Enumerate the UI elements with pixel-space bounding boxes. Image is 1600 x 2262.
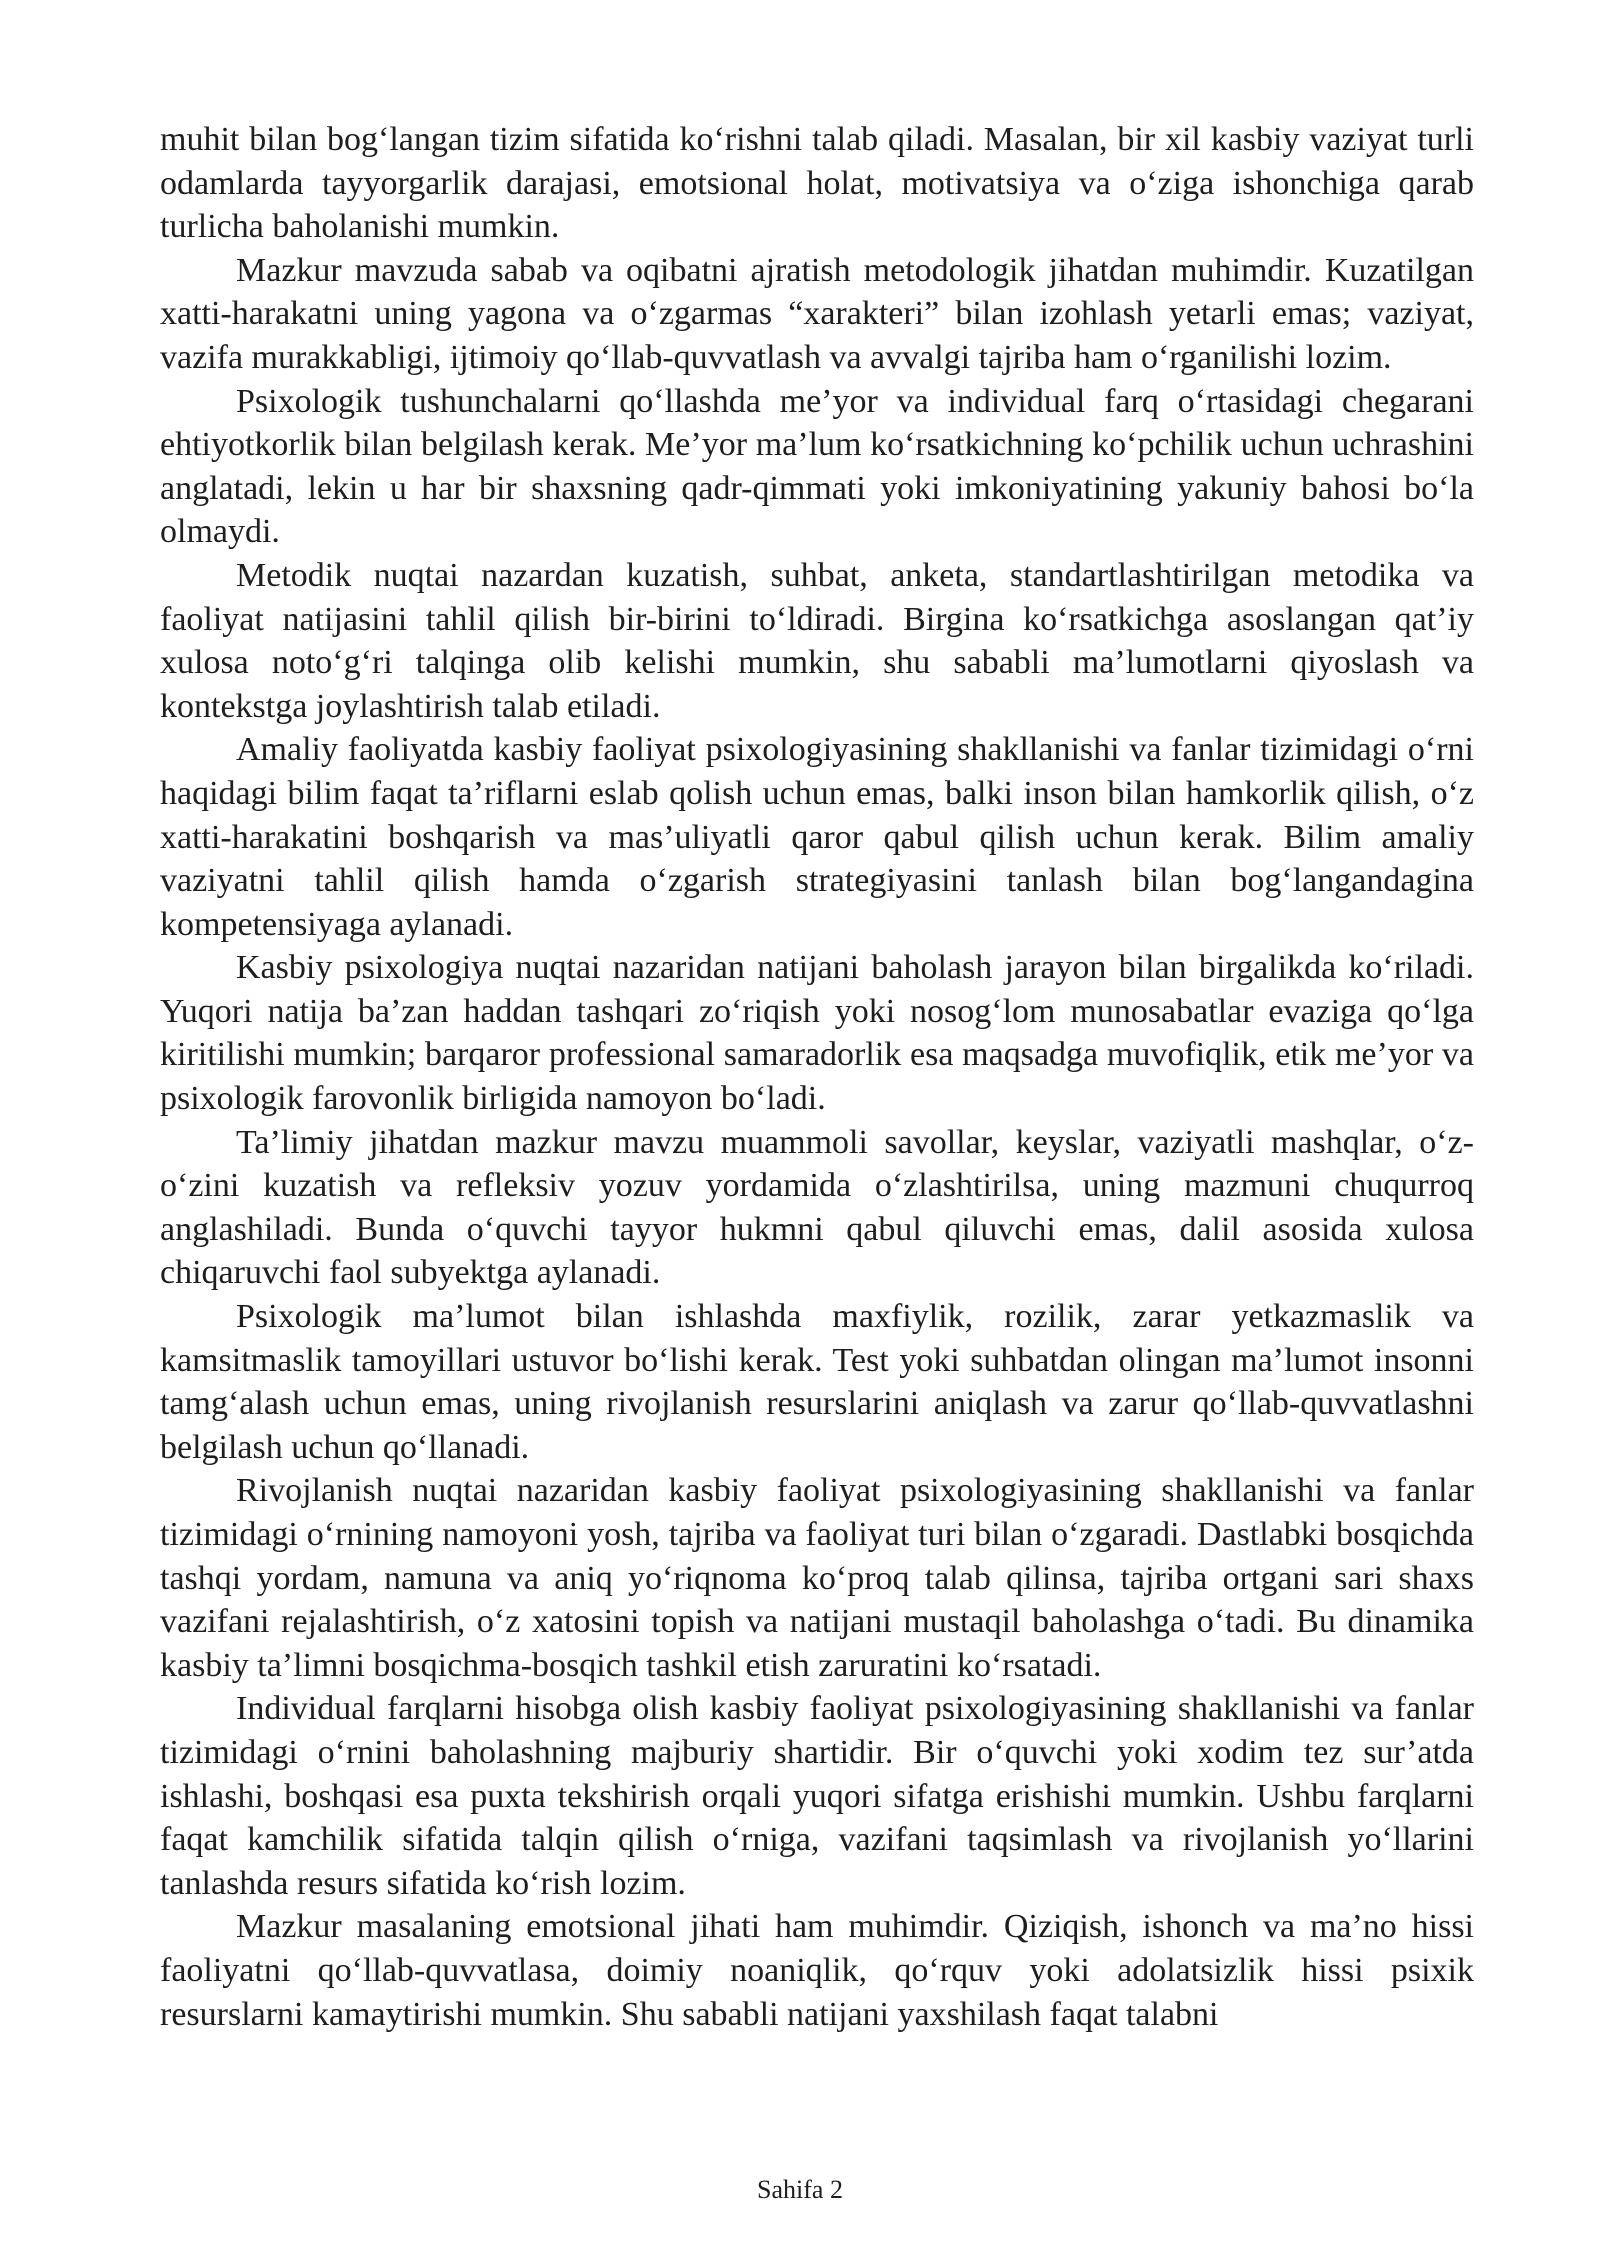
paragraph-2: Mazkur mavzuda sabab va oqibatni ajratish metodologik jihatdan muhimdir. Kuzatilgan xatti-harakatni uning yagona va o‘zgarmas “xarakteri” bilan izohlash yetarli emas; vaziyat, vazifa murakkabligi, ijtimoiy qo‘llab-quvvatlash va avvalgi tajriba ham o‘rganilishi lozim. (160, 251, 1474, 376)
paragraph-6: Kasbiy psixologiya nuqtai nazaridan natijani baholash jarayon bilan birgalikda ko‘riladi. Yuqori natija ba’zan haddan tashqari zo‘riqish yoki nosog‘lom munosabatlar evaziga qo‘lga kiritilishi mumkin; barqaror professional samaradorlik esa maqsadga muvofiqlik, etik me’yor va psixologik farovonlik birligida namoyon bo‘ladi. (160, 949, 1474, 1118)
paragraph-11: Mazkur masalaning emotsional jihati ham muhimdir. Qiziqish, ishonch va ma’no hissi faoliyatni qo‘llab-quvvatlasa, doimiy noaniqlik, qo‘rquv yoki adolatsizlik hissi psixik resurslarni kamaytirishi mumkin. Shu sababli natijani yaxshilash faqat talabni (160, 1908, 1474, 2033)
page-number: Sahifa 2 (757, 2175, 843, 2204)
paragraph-8: Psixologik ma’lumot bilan ishlashda maxfiylik, rozilik, zarar yetkazmaslik va kamsitmaslik tamoyillari ustuvor bo‘lishi kerak. Test yoki suhbatdan olingan ma’lumot insonni tamg‘alash uchun emas, uning rivojlanish resurslarini aniqlash va zarur qo‘llab-quvvatlashni belgilash uchun qo‘llanadi. (160, 1298, 1474, 1466)
paragraph-1: muhit bilan bog‘langan tizim sifatida ko‘rishni talab qiladi. Masalan, bir xil kasbiy vaziyat turli odamlarda tayyorgarlik darajasi, emotsional holat, motivatsiya va o‘ziga ishonchiga qarab turlicha baholanishi mumkin. (160, 121, 1474, 246)
document-page (160, 118, 1474, 2036)
paragraph-7: Ta’limiy jihatdan mazkur mavzu muammoli savollar, keyslar, vaziyatli mashqlar, o‘z-o‘zini kuzatish va refleksiv yozuv yordamida o‘zlashtirilsa, uning mazmuni chuqurroq anglashiladi. Bunda o‘quvchi tayyor hukmni qabul qiluvchi emas, dalil asosida xulosa chiqaruvchi faol subyektga aylanadi. (160, 1123, 1474, 1292)
paragraph-3: Psixologik tushunchalarni qo‘llashda me’yor va individual farq o‘rtasidagi chegarani ehtiyotkorlik bilan belgilash kerak. Me’yor ma’lum ko‘rsatkichning ko‘pchilik uchun uchrashini anglatadi, lekin u har bir shaxsning qadr-qimmati yoki imkoniyatining yakuniy bahosi bo‘la olmaydi. (160, 382, 1474, 551)
paragraph-4: Metodik nuqtai nazardan kuzatish, suhbat, anketa, standartlashtirilgan metodika va faoliyat natijasini tahlil qilish bir-birini to‘ldiradi. Birgina ko‘rsatkichga asoslangan qat’iy xulosa noto‘g‘ri talqinga olib kelishi mumkin, shu sababli ma’lumotlarni qiyoslash va kontekstga joylashtirish talab etiladi. (160, 556, 1474, 725)
paragraph-10: Individual farqlarni hisobga olish kasbiy faoliyat psixologiyasining shakllanishi va fanlar tizimidagi o‘rnini baholashning majburiy shartidir. Bir o‘quvchi yoki xodim tez sur’atda ishlashi, boshqasi esa puxta tekshirish orqali yuqori sifatga erishishi mumkin. Ushbu farqlarni faqat kamchilik sifatida talqin qilish o‘rniga, vazifani taqsimlash va rivojlanish yo‘llarini tanlashda resurs sifatida ko‘rish lozim. (160, 1690, 1474, 1902)
paragraph-9: Rivojlanish nuqtai nazaridan kasbiy faoliyat psixologiyasining shakllanishi va fanlar tizimidagi o‘rnining namoyoni yosh, tajriba va faoliyat turi bilan o‘zgaradi. Dastlabki bosqichda tashqi yordam, namuna va aniq yo‘riqnoma ko‘proq talab qilinsa, tajriba ortgani sari shaxs vazifani rejalashtirish, o‘z xatosini topish va natijani mustaqil baholashga o‘tadi. Bu dinamika kasbiy ta’limni bosqichma-bosqich tashkil etish zaruratini ko‘rsatadi. (160, 1472, 1474, 1684)
paragraph-5: Amaliy faoliyatda kasbiy faoliyat psixologiyasining shakllanishi va fanlar tizimidagi o‘rni haqidagi bilim faqat ta’riflarni eslab qolish uchun emas, balki inson bilan hamkorlik qilish, o‘z xatti-harakatini boshqarish va mas’uliyatli qaror qabul qilish uchun kerak. Bilim amaliy vaziyatni tahlil qilish hamda o‘zgarish strategiyasini tanlash bilan bog‘langandagina kompetensiyaga aylanadi. (160, 731, 1474, 943)
